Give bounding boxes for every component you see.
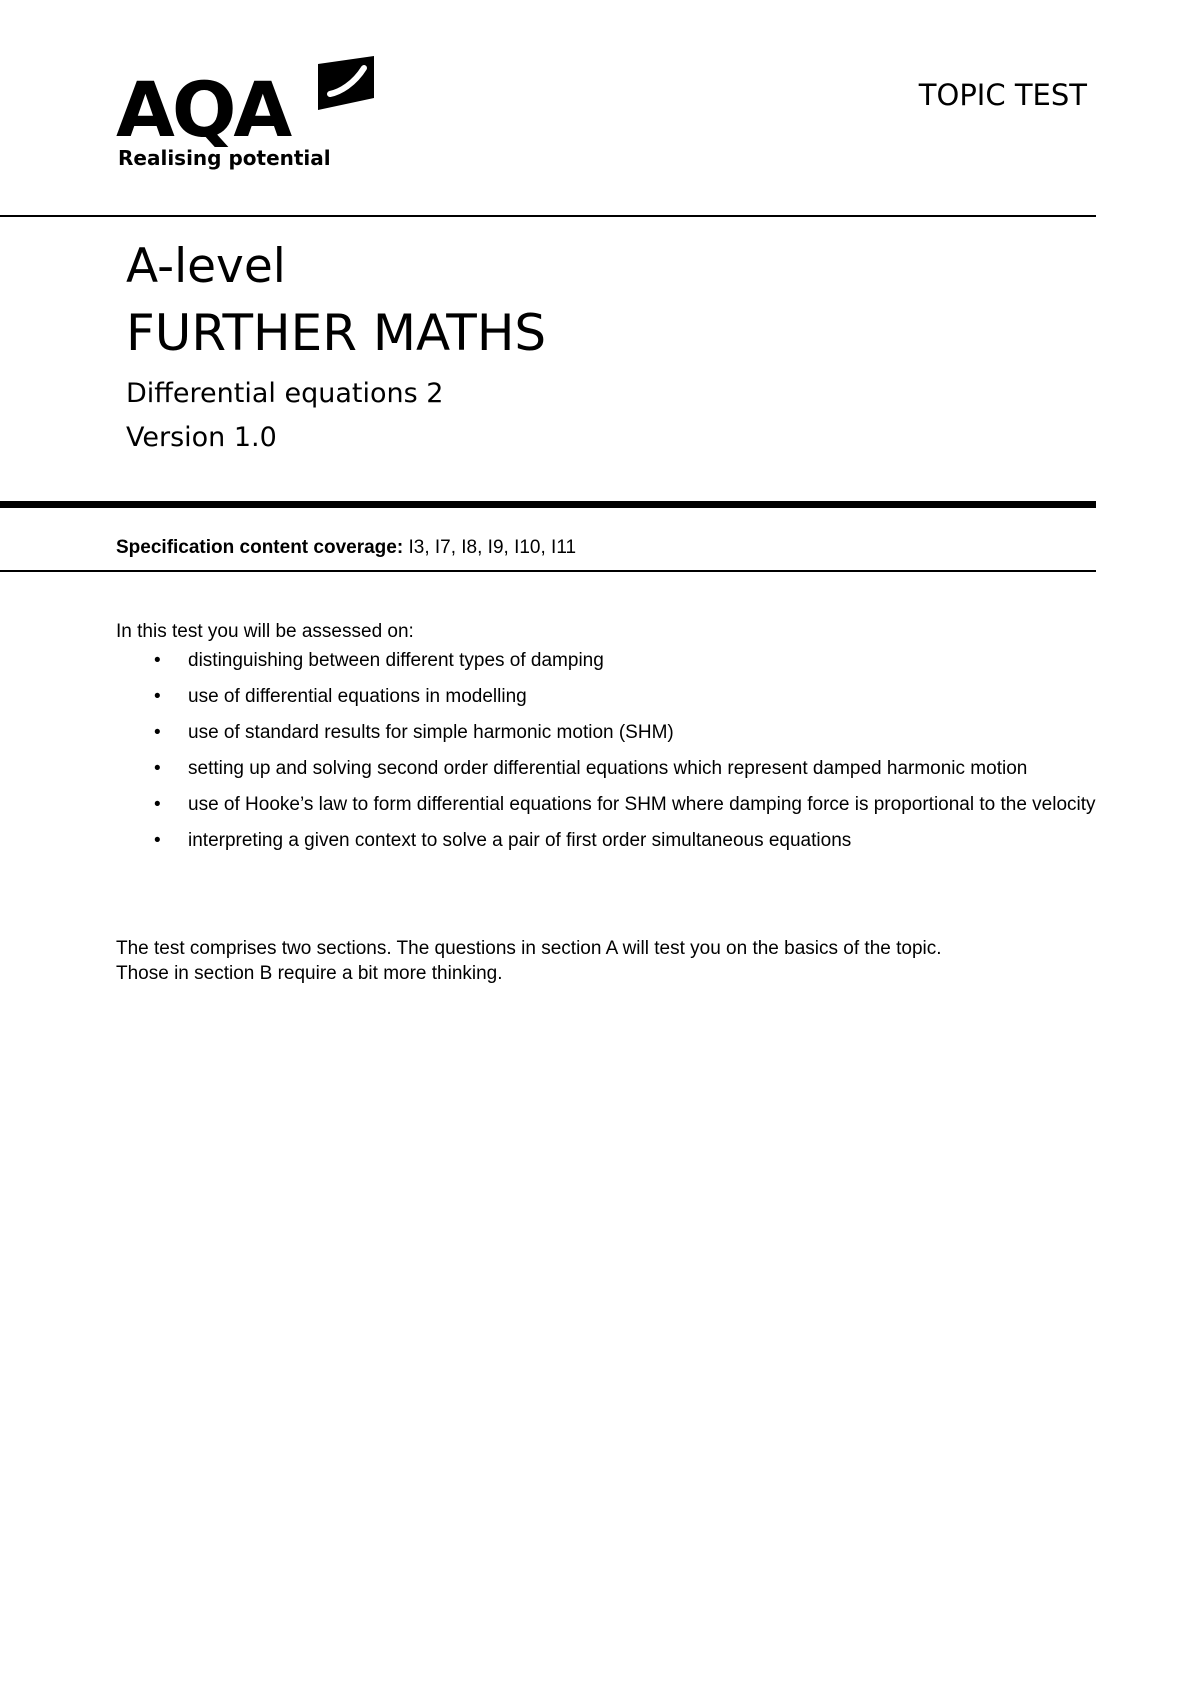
bullet-icon: • xyxy=(154,758,161,779)
summary-line: The test comprises two sections. The questions in section A will test you on the basics of the topic. xyxy=(116,938,942,959)
header-divider xyxy=(0,215,1096,217)
list-item xyxy=(116,826,1096,856)
assessment-list xyxy=(116,646,1096,856)
qualification-level: A-level xyxy=(126,239,286,294)
specification-coverage xyxy=(116,536,576,560)
bullet-icon: • xyxy=(154,794,161,815)
list-item xyxy=(116,682,1096,712)
subject-title: FURTHER MATHS xyxy=(126,304,547,362)
assessment-intro: In this test you will be assessed on: xyxy=(116,621,414,642)
title-divider xyxy=(0,501,1096,508)
logo-wordmark: AQA xyxy=(116,65,290,154)
list-item-text: use of differential equations in modelling xyxy=(188,686,527,707)
list-item xyxy=(116,646,1096,676)
test-summary xyxy=(116,936,1106,986)
bullet-icon: • xyxy=(154,650,161,671)
document-type-label: TOPIC TEST xyxy=(918,78,1087,112)
list-item xyxy=(116,754,1096,784)
coverage-divider xyxy=(0,570,1096,572)
leaf-icon xyxy=(316,54,376,114)
list-item-text: use of Hooke’s law to form differential equations for SHM where damping force is proportional to the velocity xyxy=(188,794,1096,815)
list-item-text: use of standard results for simple harmonic motion (SHM) xyxy=(188,722,674,743)
list-item-text: interpreting a given context to solve a pair of first order simultaneous equations xyxy=(188,830,852,851)
topic-name: Differential equations 2 xyxy=(126,378,444,409)
aqa-logo xyxy=(116,54,378,172)
logo-tagline: Realising potential xyxy=(118,146,331,170)
assessment-section xyxy=(116,620,1096,862)
coverage-value: I3, I7, I8, I9, I10, I11 xyxy=(408,537,577,558)
coverage-label: Specification content coverage: xyxy=(116,537,404,558)
list-item-text: setting up and solving second order differential equations which represent damped harmonic motion xyxy=(188,758,1028,779)
summary-line: Those in section B require a bit more thinking. xyxy=(116,963,503,984)
list-item xyxy=(116,718,1096,748)
version-label: Version 1.0 xyxy=(126,422,277,453)
bullet-icon: • xyxy=(154,722,161,743)
title-block xyxy=(126,238,546,460)
bullet-icon: • xyxy=(154,686,161,707)
list-item xyxy=(116,790,1096,820)
list-item-text: distinguishing between different types of damping xyxy=(188,650,604,671)
bullet-icon: • xyxy=(154,830,161,851)
